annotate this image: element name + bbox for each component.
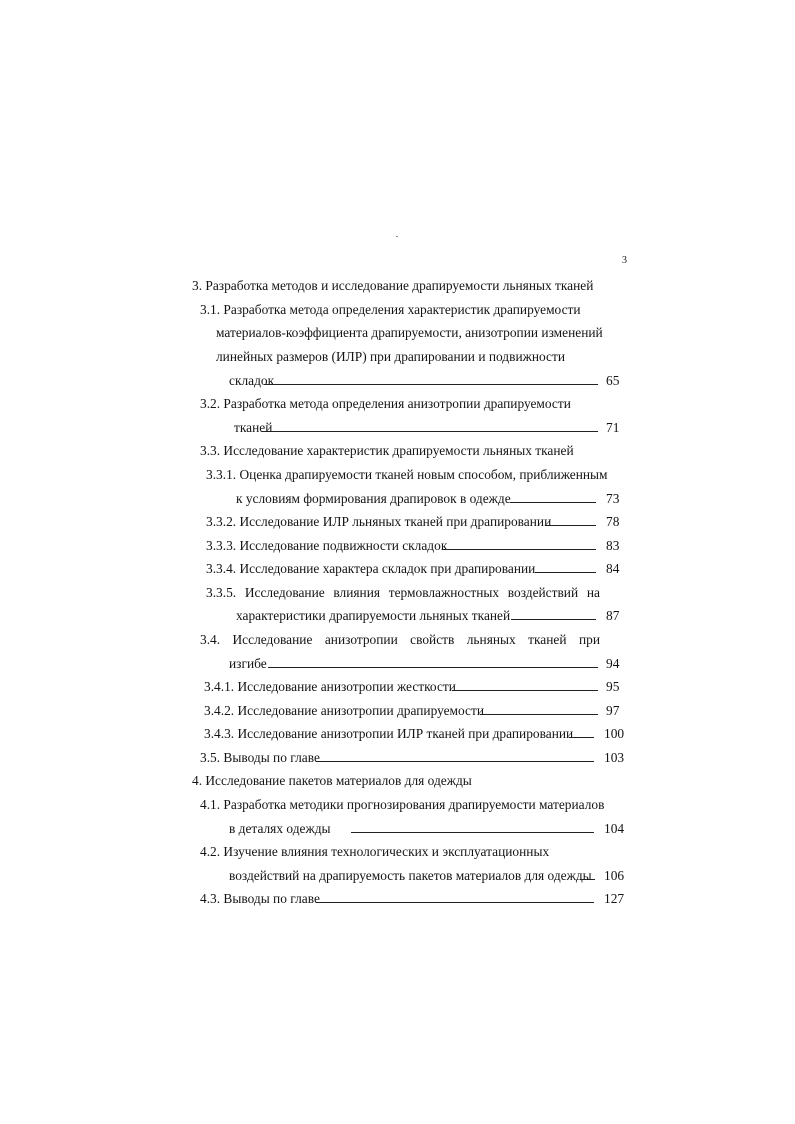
toc-3-3-3-page: 83	[606, 538, 620, 553]
toc-3-4-3-page: 100	[604, 726, 625, 741]
toc-4-1-line-2: в деталях одежды	[229, 821, 331, 836]
leader-line	[262, 431, 598, 432]
toc-3-5-page: 103	[604, 750, 625, 765]
toc-chapter-4: 4. Исследование пакетов материалов для одежды	[192, 773, 472, 788]
toc-3-1-line-3: линейных размеров (ИЛР) при драпировании и подвижности	[216, 349, 566, 364]
toc-3-1-page: 65	[606, 373, 620, 388]
toc-3-3-2: 3.3.2. Исследование ИЛР льняных тканей при драпировании	[206, 514, 552, 529]
toc-word: Исследование	[244, 585, 325, 600]
toc-4-2-page: 106	[604, 868, 625, 883]
leader-line	[569, 737, 594, 738]
toc-3-1-line-1: 3.1. Разработка метода определения характеристик драпируемости	[200, 302, 581, 317]
leader-line	[443, 549, 596, 550]
toc-3-1-line-2: материалов-коэффициента драпируемости, анизотропии изменений	[216, 325, 603, 340]
toc-3-3-2-page: 78	[606, 514, 620, 529]
toc-word: анизотропии	[324, 632, 398, 647]
leader-line	[580, 879, 595, 880]
toc-3-4-2: 3.4.2. Исследование анизотропии драпируемости	[204, 703, 485, 718]
leader-line	[452, 690, 598, 691]
leader-line	[480, 714, 598, 715]
leader-line	[316, 902, 594, 903]
toc-3-3-1-page: 73	[606, 491, 620, 506]
toc-word: льняных	[466, 632, 516, 647]
toc-3-3: 3.3. Исследование характеристик драпируемости льняных тканей	[200, 443, 574, 458]
toc-4-3: 4.3. Выводы по главе	[200, 891, 320, 906]
toc-word: тканей	[528, 632, 567, 647]
toc-4-2-line-2: воздействий на драпируемость пакетов материалов для одежды	[229, 868, 592, 883]
leader-line	[511, 619, 596, 620]
toc-word: влияния	[333, 585, 381, 600]
toc-3-4-line-1	[200, 632, 600, 648]
toc-chapter-3: 3. Разработка методов и исследование драпируемости льняных тканей	[192, 278, 594, 293]
toc-3-3-5-line-2: характеристики драпируемости льняных тканей	[236, 608, 511, 623]
toc-3-2-line-1: 3.2. Разработка метода определения анизотропии драпируемости	[200, 396, 571, 411]
toc-3-4-2-page: 97	[606, 703, 620, 718]
toc-3-3-5-page: 87	[606, 608, 620, 623]
toc-4-2-line-1: 4.2. Изучение влияния технологических и эксплуатационных	[200, 844, 550, 859]
toc-3-2-page: 71	[606, 420, 620, 435]
toc-word: 3.3.5.	[206, 585, 237, 600]
page-number: 3	[622, 255, 627, 266]
leader-line	[545, 525, 596, 526]
toc-3-4-line-2: изгибе	[229, 656, 267, 671]
toc-3-3-1-line-1: 3.3.1. Оценка драпируемости тканей новым способом, приближенным	[206, 467, 608, 482]
toc-3-1-line-4: складок	[229, 373, 275, 388]
toc-3-4-1: 3.4.1. Исследование анизотропии жесткости	[204, 679, 456, 694]
toc-3-3-4: 3.3.4. Исследование характера складок при драпировании	[206, 561, 536, 576]
toc-word: при	[578, 632, 600, 647]
toc-word: 3.4.	[200, 632, 221, 647]
leader-line	[316, 761, 594, 762]
toc-word: на	[586, 585, 600, 600]
leader-line	[535, 572, 596, 573]
leader-line	[264, 384, 598, 385]
toc-3-4-1-page: 95	[606, 679, 620, 694]
toc-word: свойств	[410, 632, 455, 647]
toc-3-4-page: 94	[606, 656, 620, 671]
toc-3-3-4-page: 84	[606, 561, 620, 576]
leader-line	[510, 502, 596, 503]
leader-line	[351, 832, 594, 833]
scan-speck	[396, 236, 398, 237]
toc-4-3-page: 127	[604, 891, 625, 906]
toc-3-3-3: 3.3.3. Исследование подвижности складок	[206, 538, 448, 553]
leader-line	[268, 667, 598, 668]
toc-word: Исследование	[232, 632, 313, 647]
toc-3-5: 3.5. Выводы по главе	[200, 750, 320, 765]
toc-4-1-page: 104	[604, 821, 625, 836]
toc-3-3-1-line-2: к условиям формирования драпировок в одежде	[236, 491, 511, 506]
toc-word: термовлажностных	[388, 585, 500, 600]
toc-word: воздействий	[507, 585, 579, 600]
toc-3-4-3: 3.4.3. Исследование анизотропии ИЛР тканей при драпировании	[204, 726, 574, 741]
toc-4-1-line-1: 4.1. Разработка методики прогнозирования драпируемости материалов	[200, 797, 605, 812]
toc-3-2-line-2: тканей	[234, 420, 273, 435]
toc-3-3-5-line-1	[206, 585, 600, 601]
